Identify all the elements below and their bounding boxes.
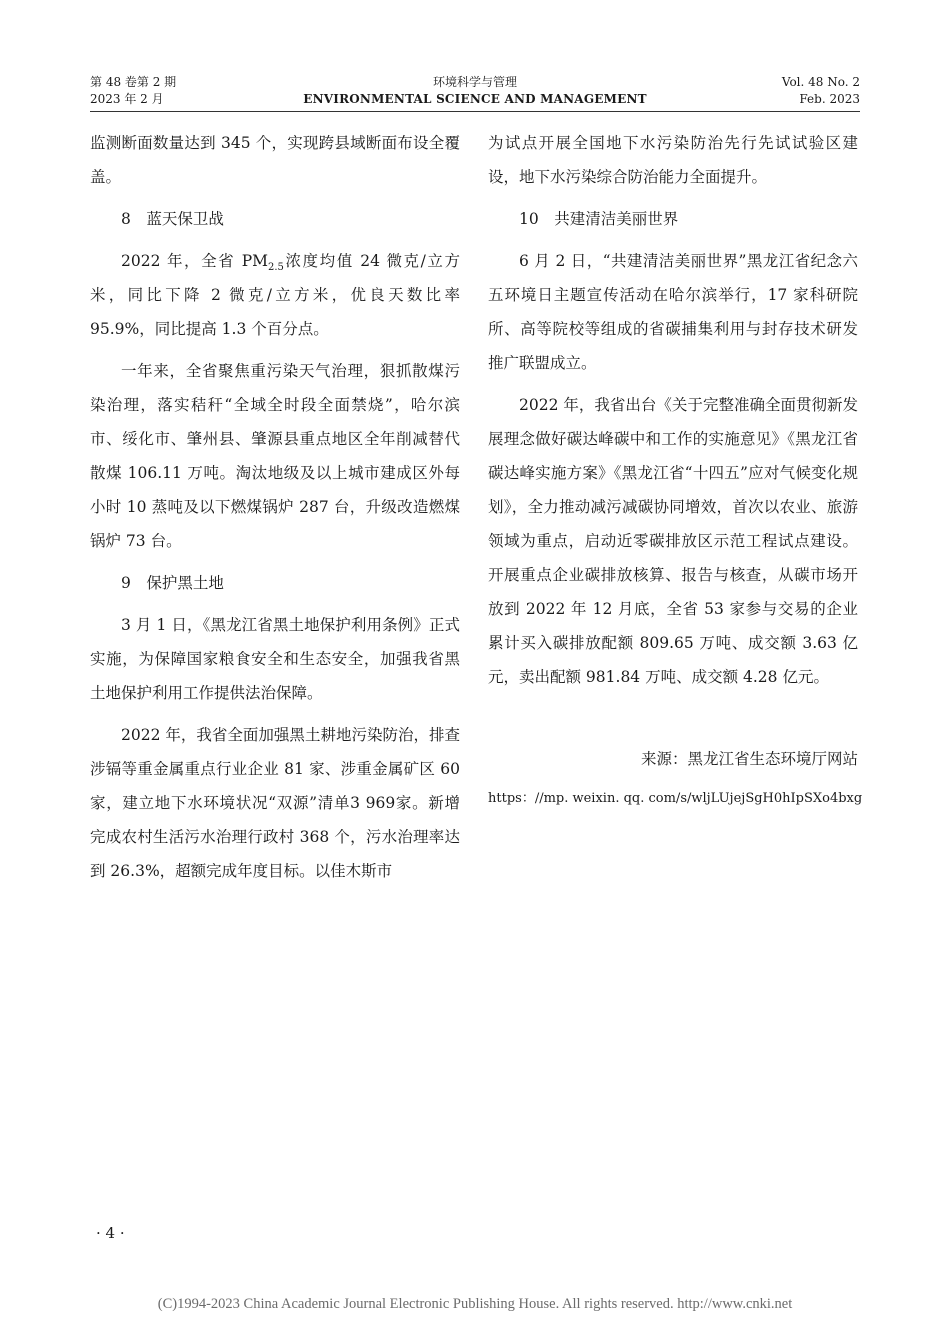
- left-intro-paragraph: 监测断面数量达到 345 个，实现跨县域断面布设全覆盖。: [90, 134, 460, 186]
- header-volume-issue: 第 48 卷第 2 期: [90, 75, 177, 89]
- journal-title-en: ENVIRONMENTAL SCIENCE AND MANAGEMENT: [303, 92, 647, 106]
- header-journal-title: [90, 74, 860, 108]
- header-date-en: Feb. 2023: [799, 92, 860, 106]
- left-column: [90, 126, 460, 896]
- section-8-paragraph-2: 一年来，全省聚焦重污染天气治理，狠抓散煤污染治理，落实秸秆“全域全时段全面禁烧”，哈尔滨市、绥化市、肇州县、肇源县重点地区全年削减替代散煤 106.11 万吨。淘汰地级及以上城市建成区外每小时 10 蒸吨及以下燃煤锅炉 287 台，升级改造燃煤锅炉 73 台。: [90, 362, 460, 550]
- section-8-title: 蓝天保卫战: [146, 210, 224, 228]
- section-9-number: 9: [121, 574, 131, 592]
- pm-subscript: 2.5: [268, 262, 284, 274]
- source-url[interactable]: https：//mp. weixin. qq. com/s/wljLUjejSgH0hIpSXo4bxg: [488, 791, 863, 806]
- section-9-heading: [90, 566, 460, 600]
- right-intro-paragraph: 为试点开展全国地下水污染防治先行先试试验区建设，地下水污染综合防治能力全面提升。: [488, 134, 858, 186]
- running-header: [90, 74, 860, 110]
- section-9-paragraph-2: 2022 年，我省全面加强黑土耕地污染防治，排查涉镉等重金属重点行业企业 81 家、涉重金属矿区 60 家，建立地下水环境状况“双源”清单3 969家。新增完成农村生活污水治理行政村 368 个，污水治理率达到 26.3%，超额完成年度目标。以佳木斯市: [90, 726, 460, 880]
- section-10-paragraph-1: 6 月 2 日，“共建清洁美丽世界”黑龙江省纪念六五环境日主题宣传活动在哈尔滨举行，17 家科研院所、高等院校等组成的省碳捕集利用与封存技术研发推广联盟成立。: [488, 252, 858, 372]
- source-attribution: 来源：黑龙江省生态环境厅网站: [640, 750, 858, 768]
- copyright-footer: (C)1994-2023 China Academic Journal Electronic Publishing House. All rights reserved. http://www.cnki.net: [157, 1296, 793, 1312]
- section-10-number: 10: [519, 210, 539, 228]
- section-10-paragraph-2: 2022 年，我省出台《关于完整准确全面贯彻新发展理念做好碳达峰碳中和工作的实施意见》《黑龙江省碳达峰实施方案》《黑龙江省“十四五”应对气候变化规划》，全力推动减污减碳协同增效，首次以农业、旅游领域为重点，启动近零碳排放区示范工程试点建设。开展重点企业碳排放核算、报告与核查，从碳市场开放到 2022 年 12 月底，全省 53 家参与交易的企业累计买入碳排放配额 809.65 万吨、成交额 3.63 亿元，卖出配额 981.84 万吨、成交额 4.28 亿元。: [488, 396, 858, 686]
- pm-text-before: 2022 年，全省 PM: [121, 252, 269, 270]
- section-9-paragraph-1: 3 月 1 日，《黑龙江省黑土地保护利用条例》正式实施，为保障国家粮食安全和生态安全，加强我省黑土地保护利用工作提供法治保障。: [90, 616, 460, 702]
- header-vol-no: Vol. 48 No. 2: [781, 75, 860, 89]
- header-date-cn: 2023 年 2 月: [90, 92, 164, 106]
- section-10-title: 共建清洁美丽世界: [554, 210, 679, 228]
- right-column: [488, 126, 863, 822]
- page-number: · 4 ·: [96, 1224, 125, 1242]
- journal-title-cn: 环境科学与管理: [432, 75, 517, 89]
- pm-text-after: 浓度均值 24 微克/立方米，同比下降 2 微克/立方米，优良天数比率 95.9%，同比提高 1.3 个百分点。: [90, 252, 460, 338]
- header-volume-info-en: [782, 74, 860, 108]
- section-10-heading: [488, 202, 858, 236]
- section-9-title: 保护黑土地: [146, 574, 224, 592]
- section-8-number: 8: [121, 210, 131, 228]
- section-8-paragraph-1: [90, 244, 460, 346]
- header-divider: [90, 111, 860, 112]
- section-8-heading: [90, 202, 460, 236]
